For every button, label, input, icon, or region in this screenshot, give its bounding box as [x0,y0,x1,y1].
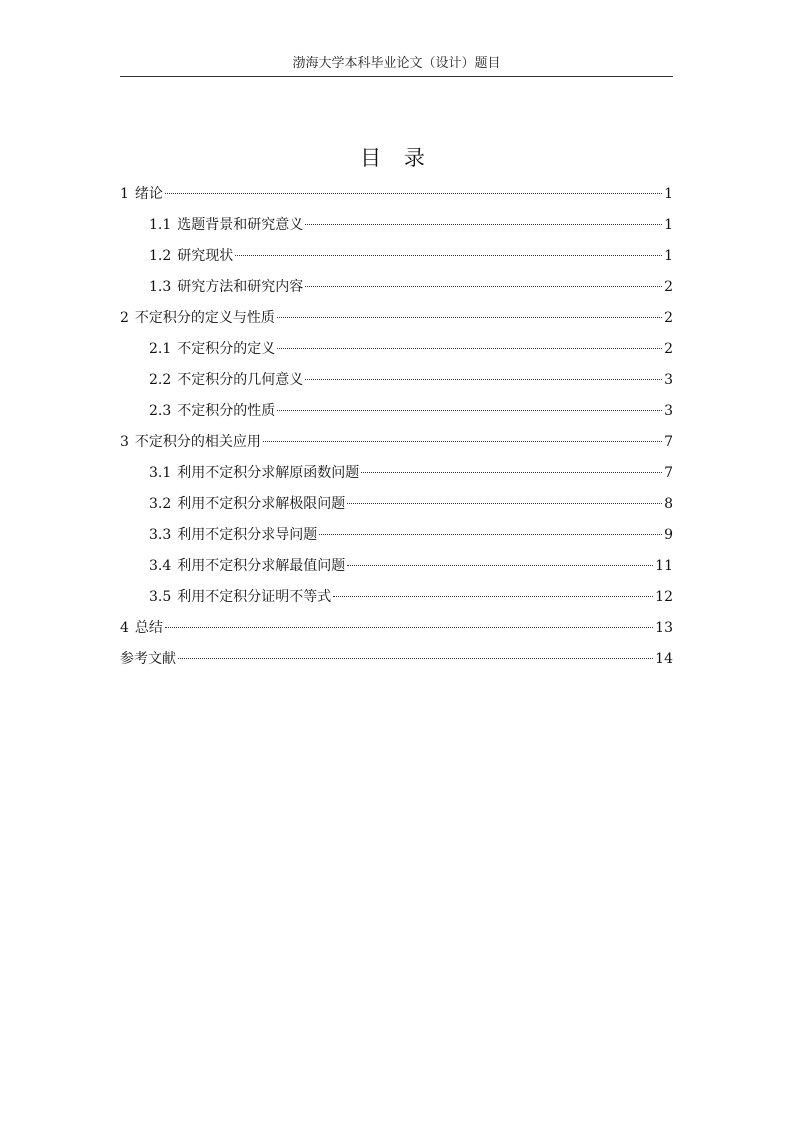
toc-entry-number: 1.1 [149,217,172,233]
toc-entry[interactable] [120,584,673,615]
toc-entry-page: 7 [664,434,673,450]
toc-entry-page: 3 [664,372,673,388]
toc-entry-label [149,491,345,517]
toc-entry-label [120,429,261,455]
toc-entry-label [149,398,275,424]
toc-entry-page: 1 [664,217,673,233]
toc-entry-text: 利用不定积分求导问题 [177,527,318,543]
toc-entry[interactable] [120,367,673,398]
toc-entry-number: 2 [120,310,129,326]
toc-entry[interactable] [120,491,673,522]
dot-leader [277,348,662,349]
dot-leader [263,441,662,442]
toc-entry-page: 11 [655,558,673,574]
toc-title: 目 录 [360,146,433,170]
toc-entry-page: 12 [655,589,673,605]
toc-entry-label [149,336,275,362]
toc-entry[interactable] [120,181,673,212]
toc-entry-number: 3.1 [149,465,172,481]
toc-entry[interactable] [120,522,673,553]
toc-entry-label [149,553,345,579]
dot-leader [165,627,653,628]
dot-leader [347,565,653,566]
dot-leader [277,410,662,411]
toc-entry-number: 3.5 [149,589,172,605]
toc-entry-text: 利用不定积分求解极限问题 [177,496,346,512]
toc-entry-number: 3.3 [149,527,172,543]
toc-entry-text: 总结 [134,620,163,636]
toc-entry-label [120,305,275,331]
toc-entry-label [120,181,163,207]
toc-entry-number: 3.4 [149,558,172,574]
dot-leader [165,193,662,194]
toc-entry[interactable] [120,553,673,584]
dot-leader [305,379,662,380]
toc-entry-label [149,274,303,300]
toc-entry-page: 14 [655,651,673,667]
toc-entry-text: 选题背景和研究意义 [177,217,304,233]
toc-entry-label [149,243,233,269]
toc-entry-page: 13 [655,620,673,636]
toc-entry-number: 2.2 [149,372,172,388]
toc-entry-text: 研究方法和研究内容 [177,279,304,295]
dot-leader [319,534,662,535]
toc-entry-label [149,212,303,238]
toc-entry-page: 9 [664,527,673,543]
toc-entry-label [120,646,176,672]
toc-entry[interactable] [120,398,673,429]
toc-entry-number: 2.3 [149,403,172,419]
toc-entry-page: 2 [664,279,673,295]
table-of-contents [120,181,673,677]
toc-entry[interactable] [120,336,673,367]
toc-entry-text: 不定积分的几何意义 [177,372,304,388]
toc-entry[interactable] [120,305,673,336]
dot-leader [347,503,662,504]
toc-entry-label [149,584,331,610]
toc-entry-text: 绪论 [134,186,163,202]
toc-entry-number: 4 [120,620,129,636]
toc-entry-page: 1 [664,248,673,264]
toc-entry-label [149,522,317,548]
toc-entry-label [120,615,163,641]
dot-leader [178,658,653,659]
toc-entry-text: 不定积分的定义 [177,341,276,357]
toc-entry[interactable] [120,429,673,460]
toc-entry-page: 2 [664,310,673,326]
toc-entry-page: 8 [664,496,673,512]
toc-entry[interactable] [120,646,673,677]
toc-entry[interactable] [120,212,673,243]
toc-entry-label [149,460,359,486]
dot-leader [235,255,662,256]
dot-leader [305,286,662,287]
toc-entry-number: 2.1 [149,341,172,357]
toc-entry-text: 利用不定积分求解最值问题 [177,558,346,574]
toc-entry-page: 3 [664,403,673,419]
dot-leader [333,596,653,597]
toc-entry-text: 研究现状 [177,248,234,264]
toc-entry-number: 1.3 [149,279,172,295]
toc-entry[interactable] [120,243,673,274]
toc-entry-number: 3 [120,434,129,450]
toc-entry[interactable] [120,460,673,491]
toc-entry-text: 利用不定积分证明不等式 [177,589,332,605]
toc-entry-text: 不定积分的性质 [177,403,276,419]
dot-leader [361,472,662,473]
toc-entry-text: 不定积分的定义与性质 [134,310,275,326]
dot-leader [277,317,662,318]
toc-entry-text: 利用不定积分求解原函数问题 [177,465,360,481]
toc-entry-page: 2 [664,341,673,357]
toc-entry-number: 1 [120,186,129,202]
toc-entry-label [149,367,303,393]
toc-entry-page: 1 [664,186,673,202]
toc-entry-number: 1.2 [149,248,172,264]
toc-entry[interactable] [120,615,673,646]
page-header: 渤海大学本科毕业论文（设计）题目 [120,54,673,77]
dot-leader [305,224,662,225]
toc-entry-text: 不定积分的相关应用 [134,434,261,450]
toc-entry-number: 3.2 [149,496,172,512]
toc-entry-page: 7 [664,465,673,481]
toc-entry[interactable] [120,274,673,305]
toc-entry-text: 参考文献 [120,651,176,667]
